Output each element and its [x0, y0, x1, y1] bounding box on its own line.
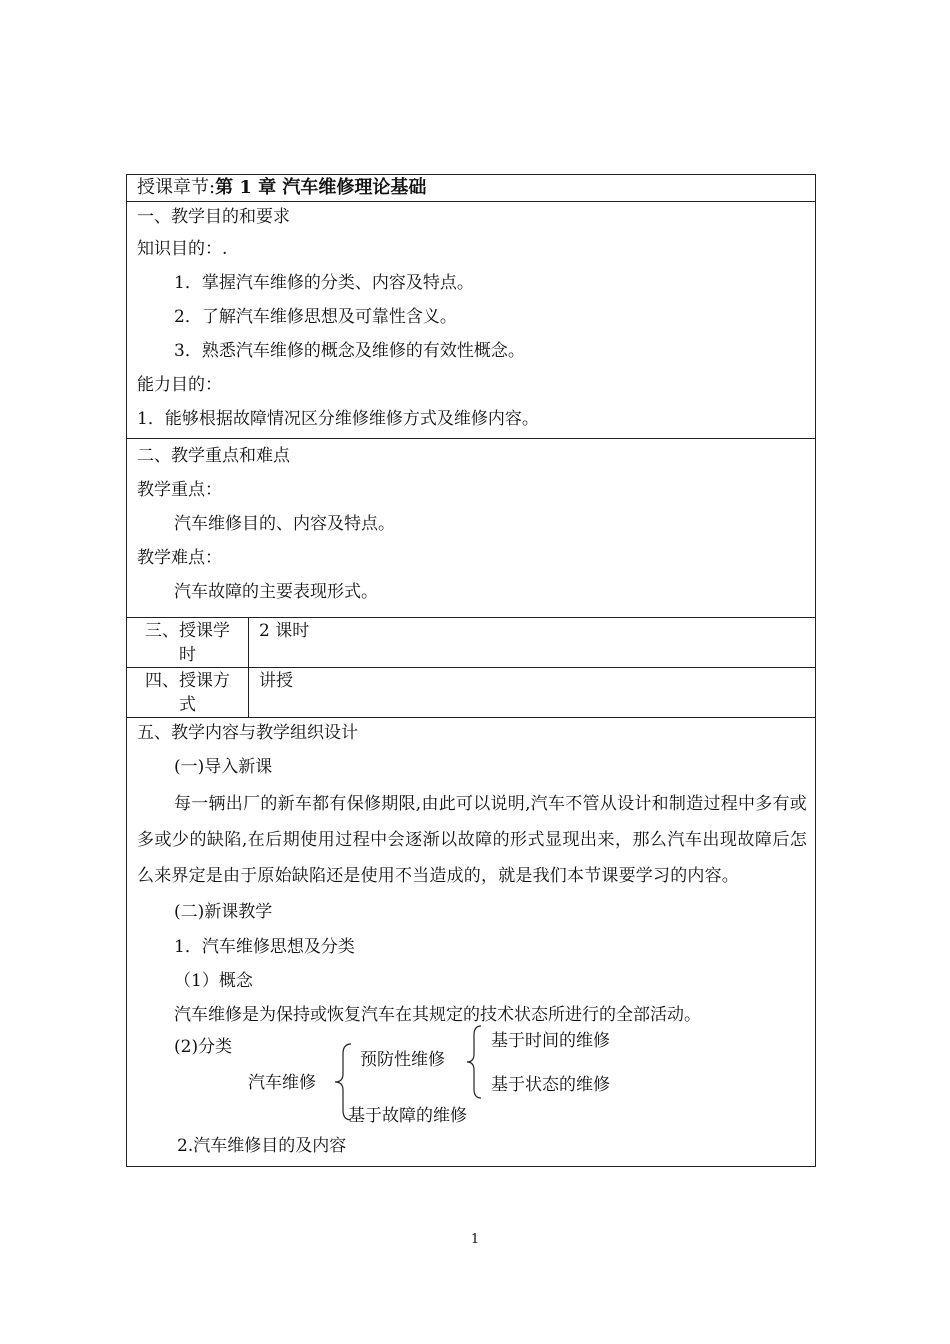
ability-label: 能力目的： — [137, 375, 222, 395]
hours-row — [127, 618, 815, 668]
chapter-row — [127, 175, 815, 202]
content-heading: 五、教学内容与教学组织设计 — [137, 723, 358, 743]
diagram-root: 汽车维修 — [248, 1073, 316, 1093]
knowledge-item: 3．熟悉汽车维修的概念及维修的有效性概念。 — [174, 341, 525, 361]
topic-2-heading: 2.汽车维修目的及内容 — [177, 1136, 347, 1156]
page-number: 1 — [470, 1232, 480, 1247]
objectives-section — [127, 202, 815, 439]
difficulty-text: 汽车故障的主要表现形式。 — [174, 582, 378, 602]
focus-section — [127, 439, 815, 618]
intro-heading: (一)导入新课 — [174, 757, 273, 777]
topic-1-heading: 1．汽车维修思想及分类 — [174, 937, 355, 957]
method-label — [127, 668, 249, 717]
content-section — [127, 718, 815, 1166]
classification-diagram — [127, 1032, 815, 1132]
diagram-preventive: 预防性维修 — [360, 1050, 445, 1070]
ability-item: 1．能够根据故障情况区分维修维修方式及维修内容。 — [137, 409, 539, 429]
focus-text: 汽车维修目的、内容及特点。 — [174, 514, 395, 534]
chapter-prefix: 授课章节: — [137, 177, 216, 198]
chapter-title — [127, 175, 815, 201]
hours-label — [127, 618, 249, 667]
right-brace-icon — [465, 1024, 485, 1100]
concept-subheading: （1）概念 — [174, 971, 253, 991]
diagram-condition-based: 基于状态的维修 — [491, 1075, 610, 1095]
hours-label-line: 时 — [179, 645, 196, 665]
difficulty-label: 教学难点： — [137, 548, 222, 568]
hours-label-line: 三、授课学 — [145, 621, 230, 641]
diagram-failure-based: 基于故障的维修 — [348, 1106, 467, 1126]
method-label-line: 式 — [179, 695, 196, 715]
lesson-plan-table — [126, 174, 816, 1167]
diagram-time-based: 基于时间的维修 — [491, 1031, 610, 1051]
concept-text: 汽车维修是为保持或恢复汽车在其规定的技术状态所进行的全部活动。 — [174, 1005, 701, 1025]
new-lesson-heading: (二)新课教学 — [174, 902, 273, 922]
knowledge-item: 2．了解汽车维修思想及可靠性含义。 — [174, 307, 457, 327]
classification-subheading: (2)分类 — [174, 1037, 233, 1057]
focus-heading: 二、教学重点和难点 — [137, 446, 290, 466]
focus-label: 教学重点： — [137, 480, 222, 500]
method-value: 讲授 — [259, 671, 293, 691]
objectives-heading: 一、教学目的和要求 — [137, 207, 290, 227]
chapter-name: 第 1 章 汽车维修理论基础 — [215, 177, 427, 198]
knowledge-label: 知识目的：. — [137, 239, 228, 259]
knowledge-item: 1．掌握汽车维修的分类、内容及特点。 — [174, 273, 474, 293]
method-label-line: 四、授课方 — [145, 671, 230, 691]
hours-value: 2 课时 — [259, 621, 310, 641]
intro-paragraph: 每一辆出厂的新车都有保修期限,由此可以说明,汽车不管从设计和制造过程中多有或多或少的缺陷,在后期使用过程中会逐渐以故障的形式显现出来，那么汽车出现故障后怎么来界定是由于原始缺陷还是使用不当造成的，就是我们本节课要学习的内容。 — [137, 794, 807, 886]
method-row — [127, 668, 815, 718]
